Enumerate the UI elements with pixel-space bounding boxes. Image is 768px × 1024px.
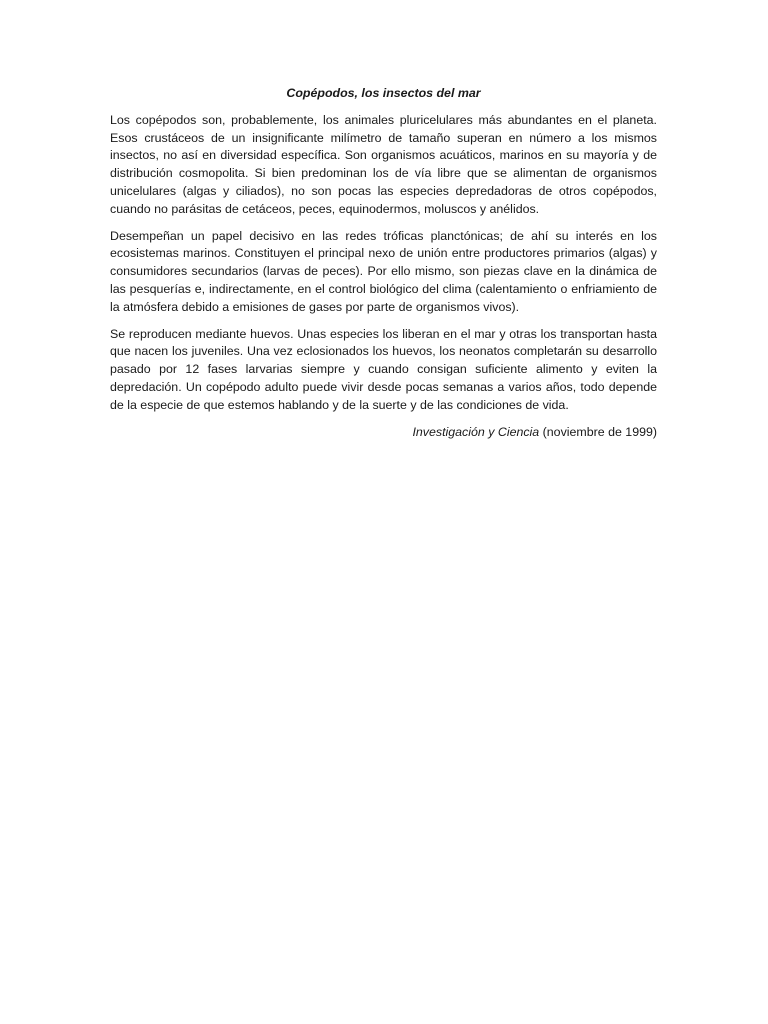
source-journal: Investigación y Ciencia xyxy=(412,424,540,439)
document-title: Copépodos, los insectos del mar xyxy=(286,86,481,100)
paragraph-1: Los copépodos son, probablemente, los animales pluricelulares más abundantes en el planeta. Esos crustáceos de un insignificante milímetro de tamaño superan en número a los mismos insectos, no así en diversidad específica. Son organismos acuáticos, marinos en su mayoría y de distribución cosmopolita. Si bien predominan los de vía libre que se alimentan de organismos unicelulares (algas y ciliados), no son pocas las especies depredadoras de otros copépodos, cuando no parásitas de cetáceos, peces, equinodermos, moluscos y anélidos. xyxy=(110,112,657,216)
source-citation xyxy=(110,424,657,442)
source-date: (noviembre de 1999) xyxy=(542,424,657,439)
paragraph-2: Desempeñan un papel decisivo en las redes tróficas planctónicas; de ahí su interés en los ecosistemas marinos. Constituyen el principal nexo de unión entre productores primarios (algas) y consumidores secundarios (larvas de peces). Por ello mismo, son piezas clave en la dinámica de las pesquerías e, indirectamente, en el control biológico del clima (calentamiento o enfriamiento de la atmósfera debido a emisiones de gases por parte de organismos vivos). xyxy=(110,228,657,314)
paragraph-3: Se reproducen mediante huevos. Unas especies los liberan en el mar y otras los transportan hasta que nacen los juveniles. Una vez eclosionados los huevos, los neonatos completarán su desarrollo pasado por 12 fases larvarias siempre y cuando consigan suficiente alimento y eviten la depredación. Un copépodo adulto puede vivir desde pocas semanas a varios años, todo depende de la especie de que estemos hablando y de la suerte y de las condiciones de vida. xyxy=(110,326,657,412)
document-body xyxy=(110,85,657,441)
